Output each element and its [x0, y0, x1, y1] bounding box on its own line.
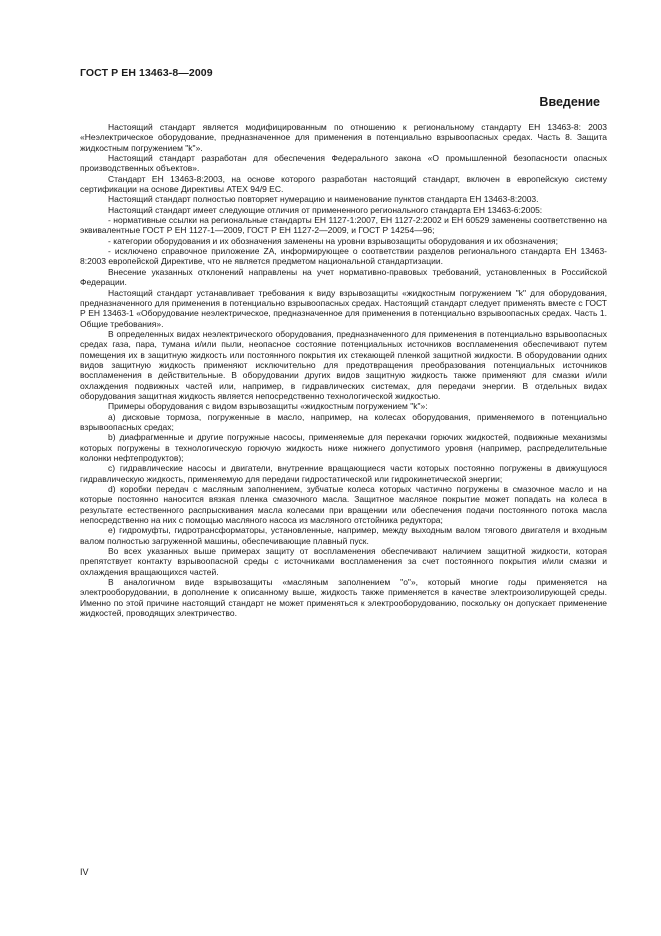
paragraph: Стандарт ЕН 13463-8:2003, на основе которого разработан настоящий стандарт, включен в европейскую систему сертификации на основе Директивы АТЕХ 94/9 ЕС. — [80, 173, 607, 195]
list-item: - категории оборудования и их обозначения заменены на уровни взрывозащиты оборудования и их обозначения; — [108, 235, 558, 246]
section-title: Введение — [539, 95, 600, 109]
list-item: а) дисковые тормоза, погруженные в масло, например, на колесах оборудования, применяемого в потенциально взрывоопасных средах; — [80, 411, 607, 432]
paragraph: В определенных видах неэлектрического оборудования, предназначенного для применения в потенциально взрывоопасных средах газа, пара, тумана и/или пыли, неопасное состояние потенциальных источников воспламенения обеспечивают путем помещения их в защитную жидкость или постоянного покрытия их стекающей пленкой защитной жидкости. В оборудовании одних видов защитную жидкость применяют исключительно для предотвращения преобразования потенциальных источников воспламенения в действительные. В оборудовании других видов защитную жидкость также применяют для смазки и/или охлаждения подвижных частей или, например, в гидравлических системах, для передачи энергии. В отдельных видах оборудования защитная жидкость является непосредственно технологической жидкостью. — [80, 328, 607, 401]
paragraph: Настоящий стандарт разработан для обеспечения Федерального закона «О промышленной безопасности опасных производственных объектов». — [80, 153, 607, 174]
paragraph: Во всех указанных выше примерах защиту от воспламенения обеспечивают наличием защитной жидкости, которая препятствует контакту взрывоопасной среды с источниками воспламенения за счет постоянного покрытия и/или смазки и охлаждения вращающихся частей. — [80, 546, 607, 577]
document-header: ГОСТ Р ЕН 13463-8—2009 — [80, 67, 213, 79]
list-item: d) коробки передач с масляным заполнением, зубчатые колеса которых частично погружены в смазочное масло и на которые постоянно наносится вязкая пленка смазочного масла. Защитное масляное покрытие может попадать на колеса в результате естественного распрыскивания масла колесами при вращении или обеспечения подачи постоянного потока масла непосредственно на них с помощью масляного насоса из масляного отстойника редуктора; — [80, 484, 607, 526]
body-text — [80, 122, 607, 619]
paragraph: Настоящий стандарт имеет следующие отличия от примененного регионального стандарта ЕН 13463-6:2005: — [108, 204, 543, 215]
list-item: с) гидравлические насосы и двигатели, внутренние вращающиеся части которых постоянно погружены в движущуюся гидравлическую жидкость, применяемую для передачи гидростатической или гидрокинетической энергии; — [80, 463, 607, 484]
list-item: b) диафрагменные и другие погружные насосы, применяемые для перекачки горючих жидкостей, подвижные механизмы которых погружены в технологическую горючую жидкость ниже нижнего допустимого уровня (например, распределительные колонки нефтепродуктов); — [80, 432, 607, 463]
list-item: е) гидромуфты, гидротрансформаторы, установленные, например, между выходным валом тягового двигателя и входным валом полностью загруженной машины, обеспечивающие плавный пуск. — [80, 525, 607, 546]
paragraph: Внесение указанных отклонений направлены на учет нормативно-правовых требований, установленных в Российской Федерации. — [80, 266, 607, 288]
list-item: - исключено справочное приложение ZA, информирующее о соответствии разделов регионального стандарта ЕН 13463-8:2003 европейской Директиве, что не является предметом национальной стандартизации. — [80, 246, 607, 267]
paragraph: В аналогичном виде взрывозащиты «масляным заполнением "о"», который многие годы применяется на электрооборудовании, в дополнение к описанному выше, жидкость также применяется в качестве электроизолирующей среды. Именно по этой причине настоящий стандарт не может применяться к электрооборудованию, поскольку он допускает применение жидкостей, проводящих электричество. — [80, 577, 607, 619]
paragraph: Настоящий стандарт полностью повторяет нумерацию и наименование пунктов стандарта ЕН 13463-8:2003. — [108, 194, 539, 205]
paragraph: Настоящий стандарт является модифицированным по отношению к региональному стандарту ЕН 13463-8: 2003 «Неэлектрическое оборудование, предназначенное для применения в потенциально взрывоопасных средах. Часть 8. Защита жидкостным погружением "k"». — [80, 122, 607, 153]
page-number: IV — [80, 867, 89, 877]
paragraph: Примеры оборудования с видом взрывозащиты «жидкостным погружением "k"»: — [108, 401, 428, 412]
list-item: - нормативные ссылки на региональные стандарты ЕН 1127-1:2007, ЕН 1127-2:2002 и ЕН 60529 заменены соответственно на эквивалентные ГОСТ Р ЕН 1127-1—2009, ГОСТ Р ЕН 1127-2—2009, и ГОСТ Р 14254—96; — [80, 215, 607, 236]
paragraph: Настоящий стандарт устанавливает требования к виду взрывозащиты «жидкостным погружением "k" для оборудования, предназначенного для применения в потенциально взрывоопасных средах. Настоящий стандарт следует применять вместе с ГОСТ Р ЕН 13463-1 «Оборудование неэлектрическое, предназначенное для применения в потенциально взрывоопасных средах. Часть 1. Общие требования». — [80, 287, 607, 329]
